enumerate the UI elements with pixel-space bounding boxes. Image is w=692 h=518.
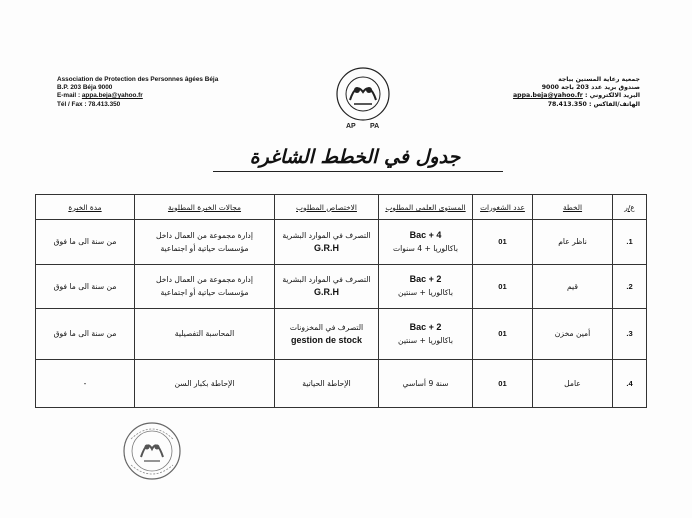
table-row bbox=[36, 309, 647, 359]
official-stamp bbox=[121, 419, 183, 483]
row-experience bbox=[135, 220, 275, 264]
row-specialty-ar: التصرف في الموارد البشرية bbox=[282, 275, 371, 285]
row-count: 01 bbox=[473, 309, 533, 359]
phone-fax-fr: Tél / Fax : 78.413.350 bbox=[57, 100, 121, 108]
header-right bbox=[450, 76, 640, 109]
vacancies-table bbox=[35, 194, 647, 408]
row-experience-line2: مؤسسات حياتية أو اجتماعية bbox=[160, 243, 249, 253]
svg-text:AP: AP bbox=[346, 123, 356, 130]
row-specialty-ar: الإحاطة الحياتية bbox=[302, 378, 351, 388]
header-cell-specialty: الاختصاص المطلوب bbox=[275, 195, 379, 220]
row-number: 1. bbox=[613, 220, 647, 264]
row-experience-line1: إدارة مجموعة من العمال داخل bbox=[156, 275, 253, 285]
email-line-ar bbox=[450, 92, 640, 100]
row-level-sub: باكالوريا + سنتين bbox=[398, 288, 453, 298]
row-count: 01 bbox=[473, 264, 533, 308]
row-number: 4. bbox=[613, 359, 647, 407]
row-experience-line1: المحاسبة التفصيلية bbox=[174, 329, 235, 339]
row-level-main: سنة 9 أساسي bbox=[402, 378, 449, 388]
row-specialty bbox=[275, 309, 379, 359]
row-specialty-ar: التصرف في الموارد البشرية bbox=[282, 230, 371, 240]
row-level bbox=[379, 220, 473, 264]
row-specialty bbox=[275, 264, 379, 308]
row-experience bbox=[135, 359, 275, 407]
row-experience bbox=[135, 309, 275, 359]
header-cell-position: الخطة bbox=[533, 195, 613, 220]
table-header-row bbox=[36, 195, 647, 220]
table-row bbox=[36, 264, 647, 308]
email-link-fr[interactable]: appa.beja@yahoo.fr bbox=[81, 92, 143, 100]
row-duration: - bbox=[36, 359, 135, 407]
row-level bbox=[379, 264, 473, 308]
row-position: ناظر عام bbox=[533, 220, 613, 264]
email-label-fr: E-mail : bbox=[57, 92, 81, 100]
row-specialty bbox=[275, 359, 379, 407]
association-name-fr: Association de Protection des Personnes âgées Béja bbox=[57, 76, 219, 83]
row-experience bbox=[135, 264, 275, 308]
row-count: 01 bbox=[473, 359, 533, 407]
email-line-fr bbox=[57, 92, 267, 100]
row-duration: من سنة الى ما فوق bbox=[36, 264, 135, 308]
title-underline bbox=[213, 171, 503, 172]
svg-text:PA: PA bbox=[370, 123, 380, 130]
row-level-main: Bac + 2 bbox=[409, 321, 442, 332]
row-specialty-latin: gestion de stock bbox=[290, 334, 362, 345]
row-level-sub: باكالوريا + سنتين bbox=[398, 335, 453, 345]
row-specialty-ar: التصرف في المخزونات bbox=[289, 322, 364, 332]
row-number: 3. bbox=[613, 309, 647, 359]
postal-box-fr: B.P. 203 Béja 9000 bbox=[57, 84, 113, 92]
header-cell-count: عدد الشغورات bbox=[473, 195, 533, 220]
header-cell-duration: مدة الخبرة bbox=[36, 195, 135, 220]
row-position: عامل bbox=[533, 359, 613, 407]
phone-fax-ar: الهاتف/الفاكس : 78.413.350 bbox=[547, 100, 640, 108]
row-experience-line2: مؤسسات حياتية أو اجتماعية bbox=[160, 288, 249, 298]
row-position: قيم bbox=[533, 264, 613, 308]
row-level-main: Bac + 4 bbox=[409, 229, 442, 240]
row-level-main: Bac + 2 bbox=[409, 274, 442, 285]
postal-box-ar: صندوق بريد عدد 203 باجة 9000 bbox=[541, 84, 640, 92]
association-name-ar: جمعية رعاية المسنين بباجة bbox=[558, 76, 640, 83]
row-count: 01 bbox=[473, 220, 533, 264]
row-duration: من سنة الى ما فوق bbox=[36, 309, 135, 359]
table-row bbox=[36, 220, 647, 264]
row-position: أمين مخزن bbox=[533, 309, 613, 359]
table-row bbox=[36, 359, 647, 407]
email-link-ar[interactable]: appa.beja@yahoo.fr bbox=[512, 92, 583, 100]
row-specialty bbox=[275, 220, 379, 264]
page-title: جدول في الخطط الشاغرة bbox=[249, 146, 461, 168]
row-experience-line1: الإحاطة بكبار السن bbox=[174, 378, 235, 388]
header-left bbox=[57, 76, 267, 109]
header-cell-level: المستوى العلمي المطلوب bbox=[379, 195, 473, 220]
association-logo bbox=[332, 66, 394, 130]
header-cell-number: ع/ر bbox=[613, 195, 647, 220]
row-level-sub: باكالوريا + 4 سنوات bbox=[393, 243, 458, 253]
row-number: 2. bbox=[613, 264, 647, 308]
row-level bbox=[379, 359, 473, 407]
row-specialty-latin: G.R.H bbox=[313, 242, 339, 253]
row-duration: من سنة الى ما فوق bbox=[36, 220, 135, 264]
row-experience-line1: إدارة مجموعة من العمال داخل bbox=[156, 230, 253, 240]
email-label-ar: البريد الالكتروني : bbox=[585, 92, 640, 100]
header-cell-experience: مجالات الخبرة المطلوبة bbox=[135, 195, 275, 220]
row-level bbox=[379, 309, 473, 359]
row-specialty-latin: G.R.H bbox=[313, 287, 339, 298]
